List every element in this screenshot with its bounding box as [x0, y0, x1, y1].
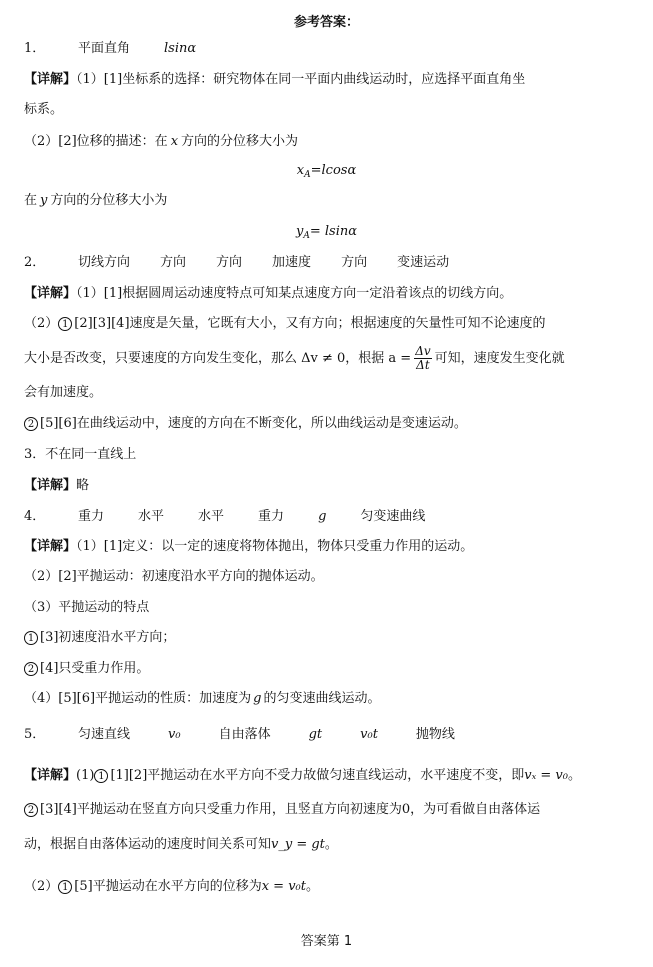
- circled-number-icon: 1: [58, 317, 72, 331]
- q4-detail-tag: 【详解】: [24, 539, 77, 554]
- q4-answer-5: g: [318, 509, 327, 524]
- q5-answer-3: 自由落体: [218, 727, 271, 742]
- q4-number: 4．: [24, 509, 46, 524]
- q5-detail-1-end: 。: [567, 768, 581, 783]
- page-title: 参考答案：: [293, 15, 359, 30]
- q1-detail-tag: 【详解】: [24, 72, 77, 87]
- q3-answer-row: [24, 446, 633, 464]
- q4-detail-3: （3）平抛运动的特点: [24, 600, 150, 615]
- q1-y-pre: 在: [24, 193, 38, 208]
- q5-detail-4-eq: x = v₀t: [261, 879, 306, 894]
- q1-detail-2-var: x: [170, 134, 179, 149]
- q4-detail-6: [24, 690, 633, 708]
- q2-detail-2b-post: 可知，速度发生变化就: [434, 351, 565, 366]
- circled-number-icon: 2: [24, 662, 38, 676]
- q1-y-var: y: [40, 193, 48, 208]
- q5-answer-1: 匀速直线: [78, 727, 131, 742]
- q2-detail-2a-text: [2][3][4]速度是矢量，它既有大小，又有方向；根据速度的矢量性可知不论速度的: [74, 316, 546, 331]
- q1-number: 1．: [24, 41, 46, 56]
- q2-answer-row: [24, 254, 633, 272]
- circled-number-icon: 1: [24, 631, 38, 645]
- q1-detail-2: [24, 133, 633, 151]
- q5-detail-1-text: [1][2]平抛运动在水平方向不受力故做匀速直线运动，水平速度不变，即: [110, 768, 525, 783]
- q1-eq1-rhs: =lcosα: [310, 163, 357, 178]
- q5-detail-3-pre: 动，根据自由落体运动的速度时间关系可知: [24, 837, 272, 852]
- q5-detail-2-text: [3][4]平抛运动在竖直方向只受重力作用，且竖直方向初速度为0，为可看做自由落体运: [40, 802, 541, 817]
- q1-eq1-sub: A: [304, 170, 311, 180]
- q3-detail-text: 略: [76, 478, 90, 493]
- q2-detail-3-text: [5][6]在曲线运动中，速度的方向在不断变化，所以曲线运动是变速运动。: [40, 416, 467, 431]
- q1-eq1-lhs: x: [296, 163, 305, 178]
- q4-detail-4-text: [3]初速度沿水平方向；: [40, 630, 176, 645]
- q2-detail-2b-pre: 大小是否改变，只要速度的方向发生变化，那么 Δv ≠ 0，根据 a =: [24, 351, 412, 366]
- q1-y-post: 方向的分位移大小为: [50, 193, 168, 208]
- q1-eq2-rhs: = lsinα: [309, 224, 358, 239]
- q4-answer-1: 重力: [78, 509, 105, 524]
- q2-fraction: [414, 345, 431, 372]
- q1-detail-3: [24, 192, 633, 210]
- q5-answer-4: gt: [308, 727, 323, 742]
- q1-eq2-lhs: y: [295, 224, 304, 239]
- q4-detail-1-text: （1）[1]定义：以一定的速度将物体抛出，物体只受重力作用的运动。: [76, 539, 474, 554]
- q5-detail-3: [24, 836, 633, 854]
- q2-detail-3: [24, 415, 633, 433]
- q4-detail-6-pre: （4）[5][6]平抛运动的性质：加速度为: [24, 691, 252, 706]
- q2-answer-5: 方向: [341, 255, 368, 270]
- q2-answer-2: 方向: [160, 255, 187, 270]
- q4-detail-5: [24, 660, 633, 678]
- q2-answer-1: 切线方向: [78, 255, 131, 270]
- q4-answer-6: 匀变速曲线: [360, 509, 426, 524]
- q5-detail-4-text: [5]平抛运动在水平方向的位移为: [74, 879, 262, 894]
- q1-answer-row: [24, 40, 633, 58]
- q4-detail-4: [24, 629, 633, 647]
- q5-answer-row: [24, 726, 633, 744]
- q5-detail-1-pre: (1): [76, 768, 95, 783]
- q1-eq2-sub: A: [303, 231, 310, 241]
- circled-number-icon: 2: [24, 803, 38, 817]
- q4-detail-6-post: 的匀变速曲线运动。: [263, 691, 381, 706]
- q2-detail-2b: [24, 344, 633, 374]
- q2-detail-1-text: （1）[1]根据圆周运动速度特点可知某点速度方向一定沿着该点的切线方向。: [76, 286, 513, 301]
- q1-detail-1: [24, 71, 633, 89]
- q2-detail-2a-pre: （2）: [24, 316, 59, 331]
- q2-detail-2c: 会有加速度。: [24, 385, 103, 400]
- q5-answer-5: v₀t: [360, 727, 378, 742]
- q5-detail-2: [24, 801, 633, 819]
- q4-answer-3: 水平: [198, 509, 225, 524]
- q3-detail: [24, 477, 633, 495]
- q5-detail-4-pre: （2）: [24, 879, 59, 894]
- q2-detail-1: [24, 285, 633, 303]
- q5-detail-1: [24, 767, 633, 785]
- q1-answer-2: lsinα: [164, 41, 197, 56]
- q2-answer-3: 方向: [216, 255, 243, 270]
- q1-detail-1b: 标系。: [24, 102, 64, 117]
- q1-equation-1: [0, 162, 653, 184]
- q5-detail-1-eq: vₓ = v₀: [524, 768, 568, 783]
- q5-answer-6: 抛物线: [415, 727, 455, 742]
- q5-detail-tag: 【详解】: [24, 768, 77, 783]
- q2-number: 2．: [24, 255, 46, 270]
- q5-detail-4: [24, 878, 633, 896]
- q2-answer-4: 加速度: [272, 255, 312, 270]
- q4-detail-2: （2）[2]平抛运动：初速度沿水平方向的抛体运动。: [24, 569, 324, 584]
- q5-detail-4-end: 。: [305, 879, 319, 894]
- q4-answer-4: 重力: [258, 509, 285, 524]
- q5-detail-3-eq: v_y = gt: [271, 837, 325, 852]
- q1-detail-2-post: 方向的分位移大小为: [181, 134, 299, 149]
- q5-answer-2: v₀: [168, 727, 181, 742]
- q3-answer: 不在同一直线上: [45, 447, 137, 462]
- q2-frac-bot: Δt: [416, 358, 430, 372]
- q2-frac-top: Δv: [415, 344, 431, 358]
- q1-equation-2: [0, 223, 653, 245]
- q1-detail-1a: （1）[1]坐标系的选择：研究物体在同一平面内曲线运动时，应选择平面直角坐: [76, 72, 526, 87]
- q3-detail-tag: 【详解】: [24, 478, 77, 493]
- circled-number-icon: 1: [94, 769, 108, 783]
- circled-number-icon: 2: [24, 417, 38, 431]
- q4-answer-2: 水平: [138, 509, 165, 524]
- circled-number-icon: 1: [58, 880, 72, 894]
- q3-number: 3．: [24, 447, 46, 462]
- page-footer: 答案第 1: [300, 934, 353, 949]
- q1-detail-2-pre: （2）[2]位移的描述：在: [24, 134, 168, 149]
- q4-detail-6-var: g: [253, 691, 262, 706]
- q5-number: 5．: [24, 727, 46, 742]
- q2-detail-2a: [24, 315, 633, 333]
- q5-detail-3-end: 。: [324, 837, 338, 852]
- q4-answer-row: [24, 508, 633, 526]
- q2-answer-6: 变速运动: [397, 255, 450, 270]
- q2-detail-tag: 【详解】: [24, 286, 77, 301]
- q4-detail-5-text: [4]只受重力作用。: [40, 661, 150, 676]
- q1-answer-1: 平面直角: [78, 41, 131, 56]
- q4-detail-1: [24, 538, 633, 556]
